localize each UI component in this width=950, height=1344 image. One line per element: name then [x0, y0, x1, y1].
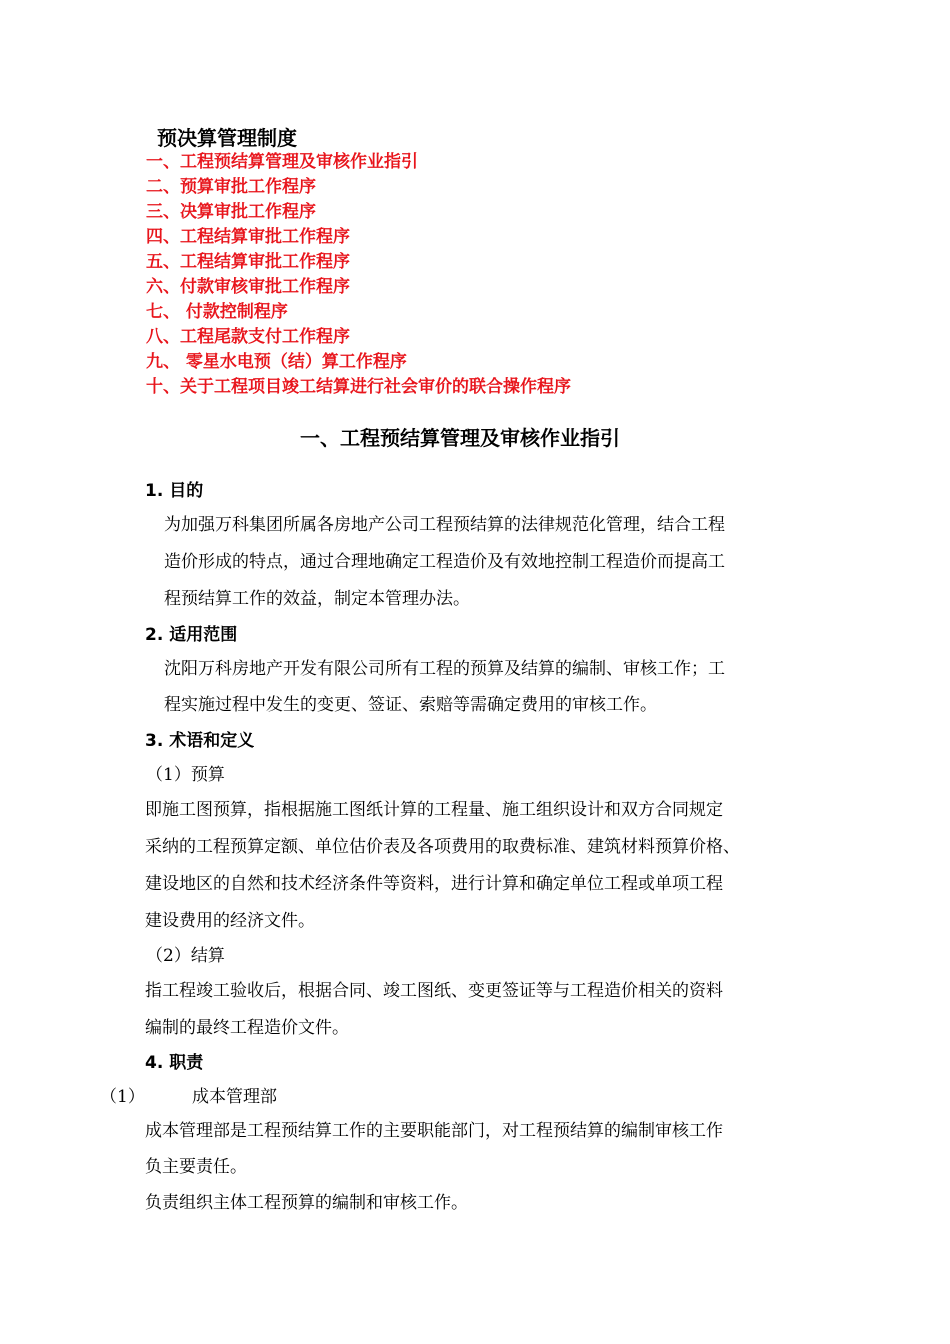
- paragraph-line: 程预结算工作的效益，制定本管理办法。: [164, 589, 470, 609]
- scope-heading: 2. 适用范围: [145, 625, 238, 645]
- paragraph-line: 造价形成的特点，通过合理地确定工程造价及有效地控制工程造价而提高工: [164, 552, 725, 572]
- paragraph-line: 程实施过程中发生的变更、签证、索赔等需确定费用的审核工作。: [164, 695, 657, 715]
- toc-item: 七、 付款控制程序: [146, 302, 288, 322]
- paragraph-line: 负主要责任。: [145, 1157, 247, 1177]
- paragraph-line: 建设地区的自然和技术经济条件等资料，进行计算和确定单位工程或单项工程: [145, 874, 723, 894]
- paragraph-line: 指工程竣工验收后，根据合同、竣工图纸、变更签证等与工程造价相关的资料: [145, 981, 723, 1001]
- toc-item: 五、工程结算审批工作程序: [146, 252, 350, 272]
- paragraph-line: 编制的最终工程造价文件。: [145, 1018, 349, 1038]
- paragraph-line: 采纳的工程预算定额、单位估价表及各项费用的取费标准、建筑材料预算价格、: [145, 837, 740, 857]
- paragraph-line: 即施工图预算，指根据施工图纸计算的工程量、施工组织设计和双方合同规定: [145, 800, 723, 820]
- toc-item: 二、预算审批工作程序: [146, 177, 316, 197]
- subheading-cost-dept: 成本管理部: [192, 1087, 277, 1107]
- duties-heading: 4. 职责: [145, 1053, 204, 1073]
- paragraph-line: 成本管理部是工程预结算工作的主要职能部门，对工程预结算的编制审核工作: [145, 1121, 723, 1141]
- paragraph-line: 负责组织主体工程预算的编制和审核工作。: [145, 1193, 468, 1213]
- section-title: 一、工程预结算管理及审核作业指引: [300, 426, 620, 450]
- subheading-settlement: （2）结算: [146, 946, 225, 966]
- paragraph-line: 沈阳万科房地产开发有限公司所有工程的预算及结算的编制、审核工作；工: [164, 659, 725, 679]
- toc-item: 四、工程结算审批工作程序: [146, 227, 350, 247]
- paragraph-line: 为加强万科集团所属各房地产公司工程预结算的法律规范化管理，结合工程: [164, 515, 725, 535]
- document-title: 预决算管理制度: [157, 126, 297, 150]
- paragraph-line: 建设费用的经济文件。: [145, 911, 315, 931]
- purpose-heading: 1. 目的: [145, 481, 204, 501]
- toc-item: 八、工程尾款支付工作程序: [146, 327, 350, 347]
- toc-item: 十、关于工程项目竣工结算进行社会审价的联合操作程序: [146, 377, 571, 397]
- subheading-number: （1）: [100, 1087, 145, 1107]
- toc-item: 一、工程预结算管理及审核作业指引: [146, 152, 418, 172]
- toc-item: 三、决算审批工作程序: [146, 202, 316, 222]
- toc-item: 九、 零星水电预（结）算工作程序: [146, 352, 407, 372]
- table-of-contents: [146, 150, 571, 400]
- terms-heading: 3. 术语和定义: [145, 731, 255, 751]
- toc-item: 六、付款审核审批工作程序: [146, 277, 350, 297]
- subheading-budget: （1）预算: [146, 765, 225, 785]
